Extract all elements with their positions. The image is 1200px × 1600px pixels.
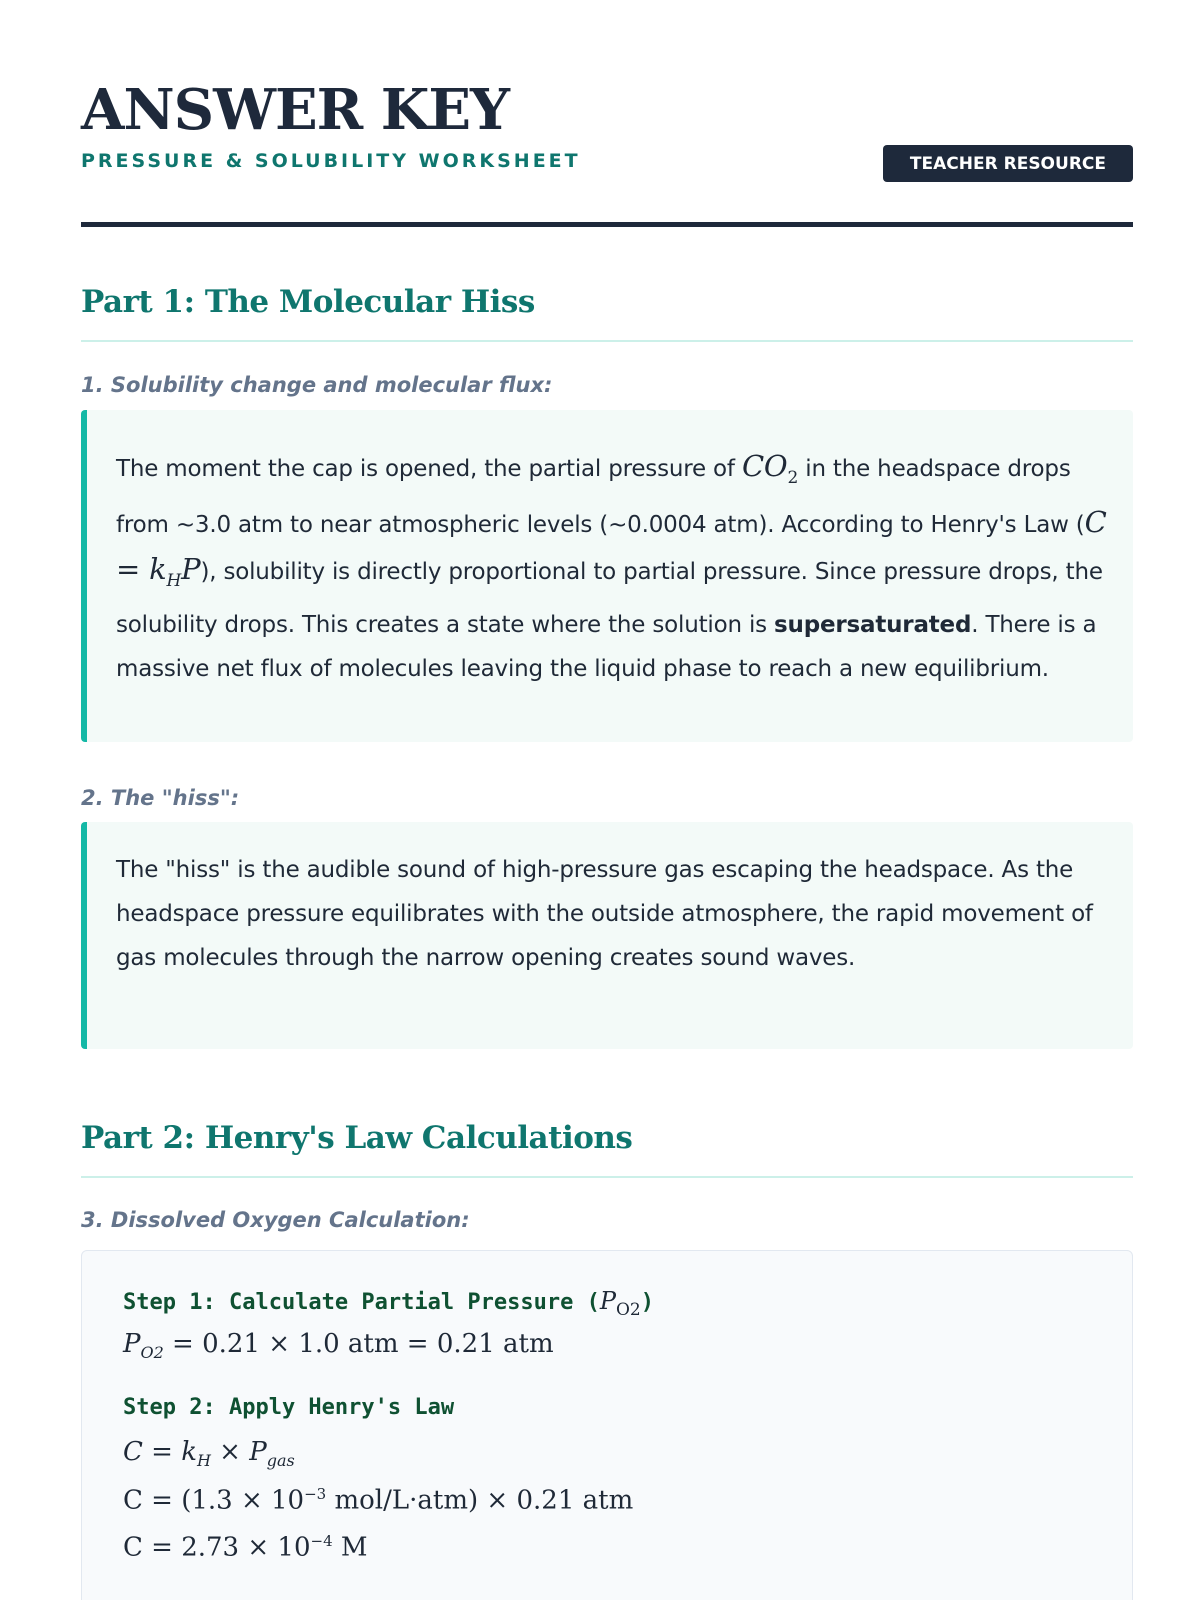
result-equation: $C = 2.73 \times 10^{-4}$ M bbox=[123, 1532, 368, 1563]
question-1-answer bbox=[81, 410, 1133, 742]
part1-title: Part 1: The Molecular Hiss bbox=[81, 284, 535, 320]
page-title: ANSWER KEY bbox=[81, 77, 510, 143]
document-header bbox=[81, 77, 1133, 174]
question-3-label: 3. Dissolved Oxygen Calculation: bbox=[81, 1208, 470, 1232]
header-divider bbox=[81, 222, 1133, 227]
question-2-answer-text: The "hiss" is the audible sound of high-pressure gas escaping the headspace. As the headspace pressure equilibrates with the outside atmosphere, the rapid movement of gas molecules through the narrow opening creates sound waves. bbox=[116, 857, 1093, 971]
step-2-heading: Step 2: Apply Henry's Law bbox=[123, 1395, 455, 1420]
question-2-answer bbox=[81, 822, 1133, 1049]
part2-divider bbox=[81, 1176, 1133, 1178]
question-2-label: 2. The "hiss": bbox=[81, 786, 240, 810]
substitution-equation: $C = (1.3 \times 10^{-3}$ mol/L·atm) × 0.21 atm bbox=[123, 1485, 634, 1516]
question-1-answer-text: The moment the cap is opened, the partial pressure of $CO_2$ in the headspace drops from ~3.0 atm to near atmospheric levels (~0.0004 atm). According to Henry's Law $(C = k_HP)$, solubility is directly proportional to partial pressure. Since pressure drops, the solubility drops. This creates a state where the solution is supersaturated. There is a massive net flux of molecules leaving the liquid phase to reach a new equilibrium. bbox=[116, 449, 1107, 682]
henrys-law-formula: $C = k_HP$ bbox=[116, 504, 1107, 591]
page-subtitle: PRESSURE & SOLUBILITY WORKSHEET bbox=[81, 150, 581, 172]
step-1-heading: Step 1: Calculate Partial Pressure $(P_{O2})$ bbox=[123, 1287, 654, 1320]
part1-divider bbox=[81, 340, 1133, 342]
part2-title: Part 2: Henry's Law Calculations bbox=[81, 1120, 633, 1156]
teacher-resource-badge: TEACHER RESOURCE bbox=[883, 145, 1133, 182]
partial-pressure-symbol: $P_{O2}$ bbox=[599, 1287, 641, 1320]
henrys-law-equation: $C = k_H \times P_{gas}$ bbox=[123, 1437, 295, 1471]
calculation-box bbox=[81, 1250, 1133, 1600]
co2-formula: $CO_2$ bbox=[741, 449, 799, 488]
supersaturated-term: supersaturated bbox=[774, 611, 972, 638]
question-1-label: 1. Solubility change and molecular flux: bbox=[81, 373, 553, 397]
step-1-equation: $P_{O2} = 0.21 \times 1.0$ atm = 0.21 atm bbox=[123, 1329, 554, 1363]
